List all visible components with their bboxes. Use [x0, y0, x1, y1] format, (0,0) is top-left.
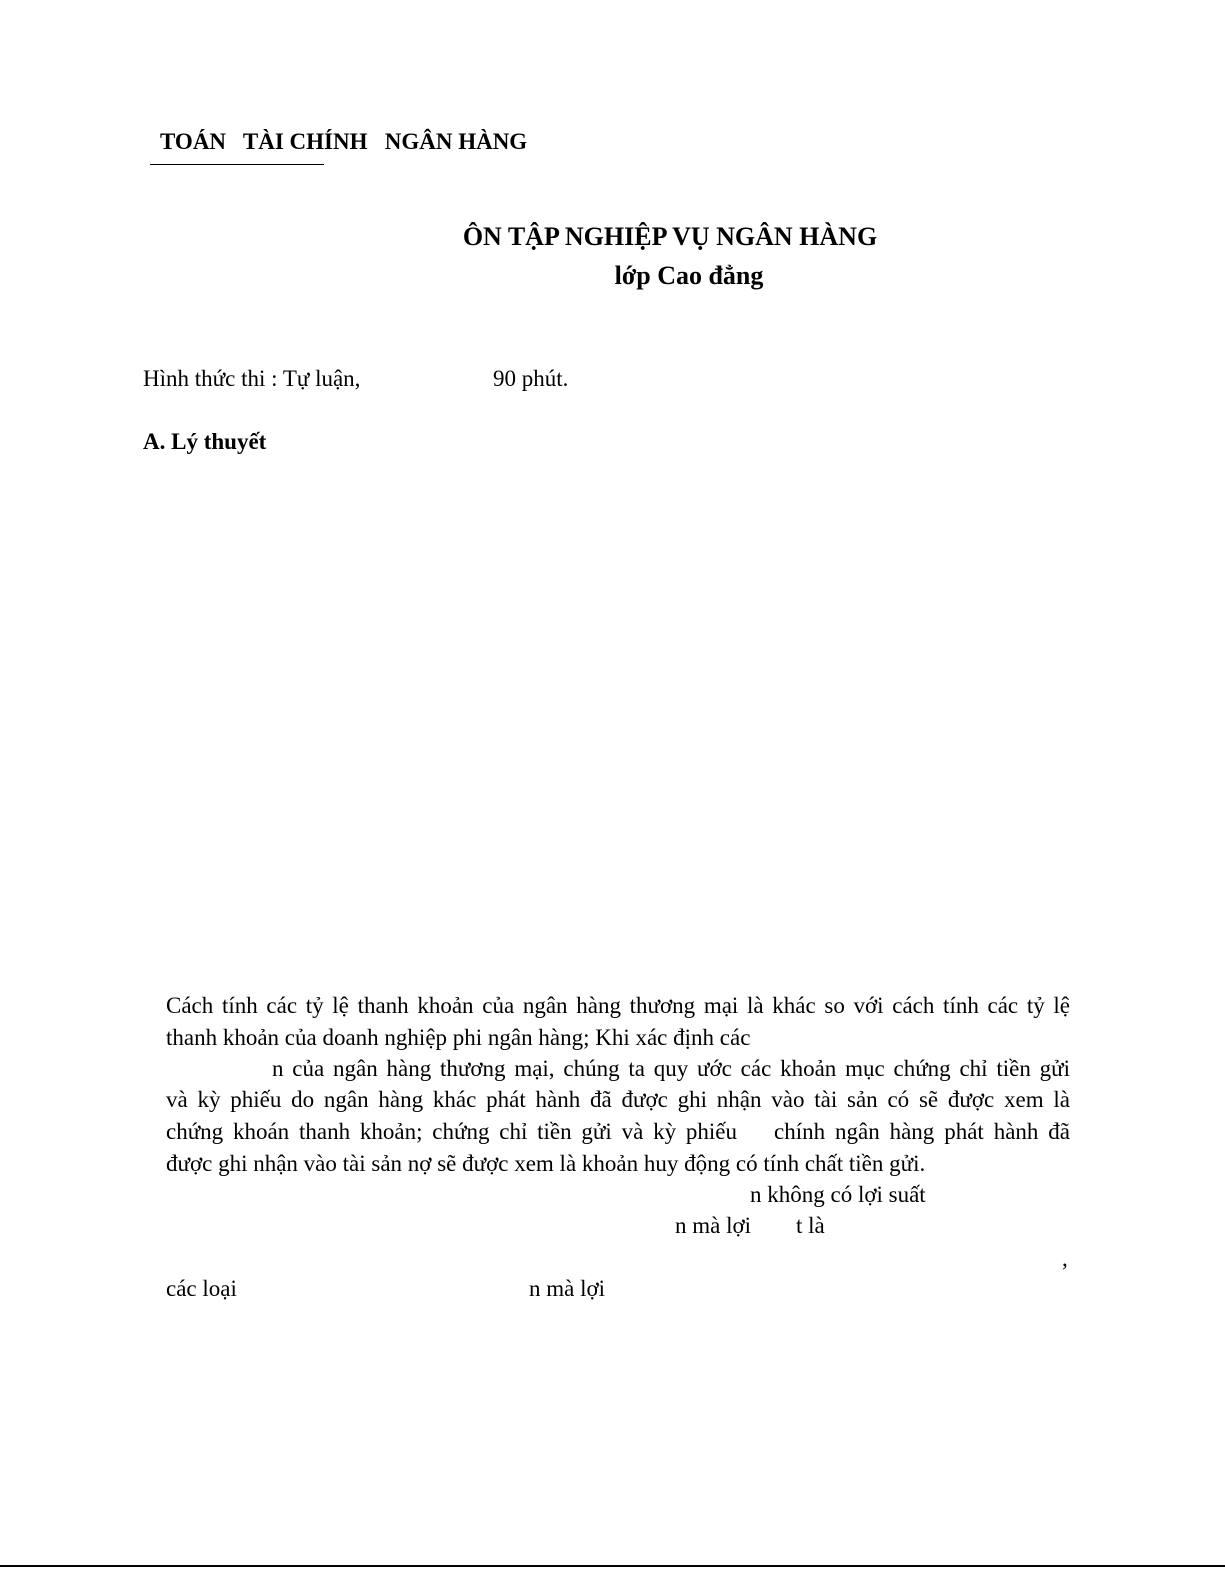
- page-title: ÔN TẬP NGHIỆP VỤ NGÂN HÀNG: [462, 222, 878, 251]
- header-underline: [150, 164, 324, 165]
- fragment-2b: t là: [796, 1213, 825, 1238]
- paragraph-line-5b: chính ngân hàng phát hành đã: [774, 1119, 1070, 1144]
- fragment-4b: n mà lợi: [529, 1276, 606, 1301]
- exam-format: Hình thức thi : Tự luận,: [143, 366, 361, 391]
- page-bottom-border: [0, 1565, 1225, 1567]
- page-subtitle: lớp Cao đẳng: [614, 261, 764, 290]
- paragraph-line-5a: chứng khoán thanh khoản; chứng chỉ tiền gửi và kỳ phiếu: [166, 1119, 737, 1144]
- paragraph-line-6: được ghi nhận vào tài sản nợ sẽ được xem là khoản huy động có tính chất tiền gửi.: [166, 1151, 926, 1176]
- section-a-heading: A. Lý thuyết: [143, 429, 267, 454]
- fragment-2a: n mà lợi: [675, 1213, 752, 1238]
- paragraph-line-1: Cách tính các tỷ lệ thanh khoản của ngân hàng thương mại là khác so với cách tính các tỷ lệ: [166, 993, 1070, 1018]
- fragment-3: ,: [1062, 1246, 1068, 1271]
- fragment-4a: các loại: [166, 1276, 237, 1301]
- exam-duration: 90 phút.: [493, 366, 569, 391]
- paragraph-line-2: thanh khoản của doanh nghiệp phi ngân hàng; Khi xác định các: [166, 1025, 751, 1050]
- paragraph-line-4: và kỳ phiếu do ngân hàng khác phát hành đã được ghi nhận vào tài sản có sẽ được xem là: [166, 1087, 1070, 1112]
- fragment-1: n không có lợi suất: [750, 1182, 926, 1207]
- department-header: TOÁN TÀI CHÍNH NGÂN HÀNG: [160, 129, 528, 154]
- paragraph-line-3: n của ngân hàng thương mại, chúng ta quy ước các khoản mục chứng chỉ tiền gửi: [272, 1056, 1070, 1081]
